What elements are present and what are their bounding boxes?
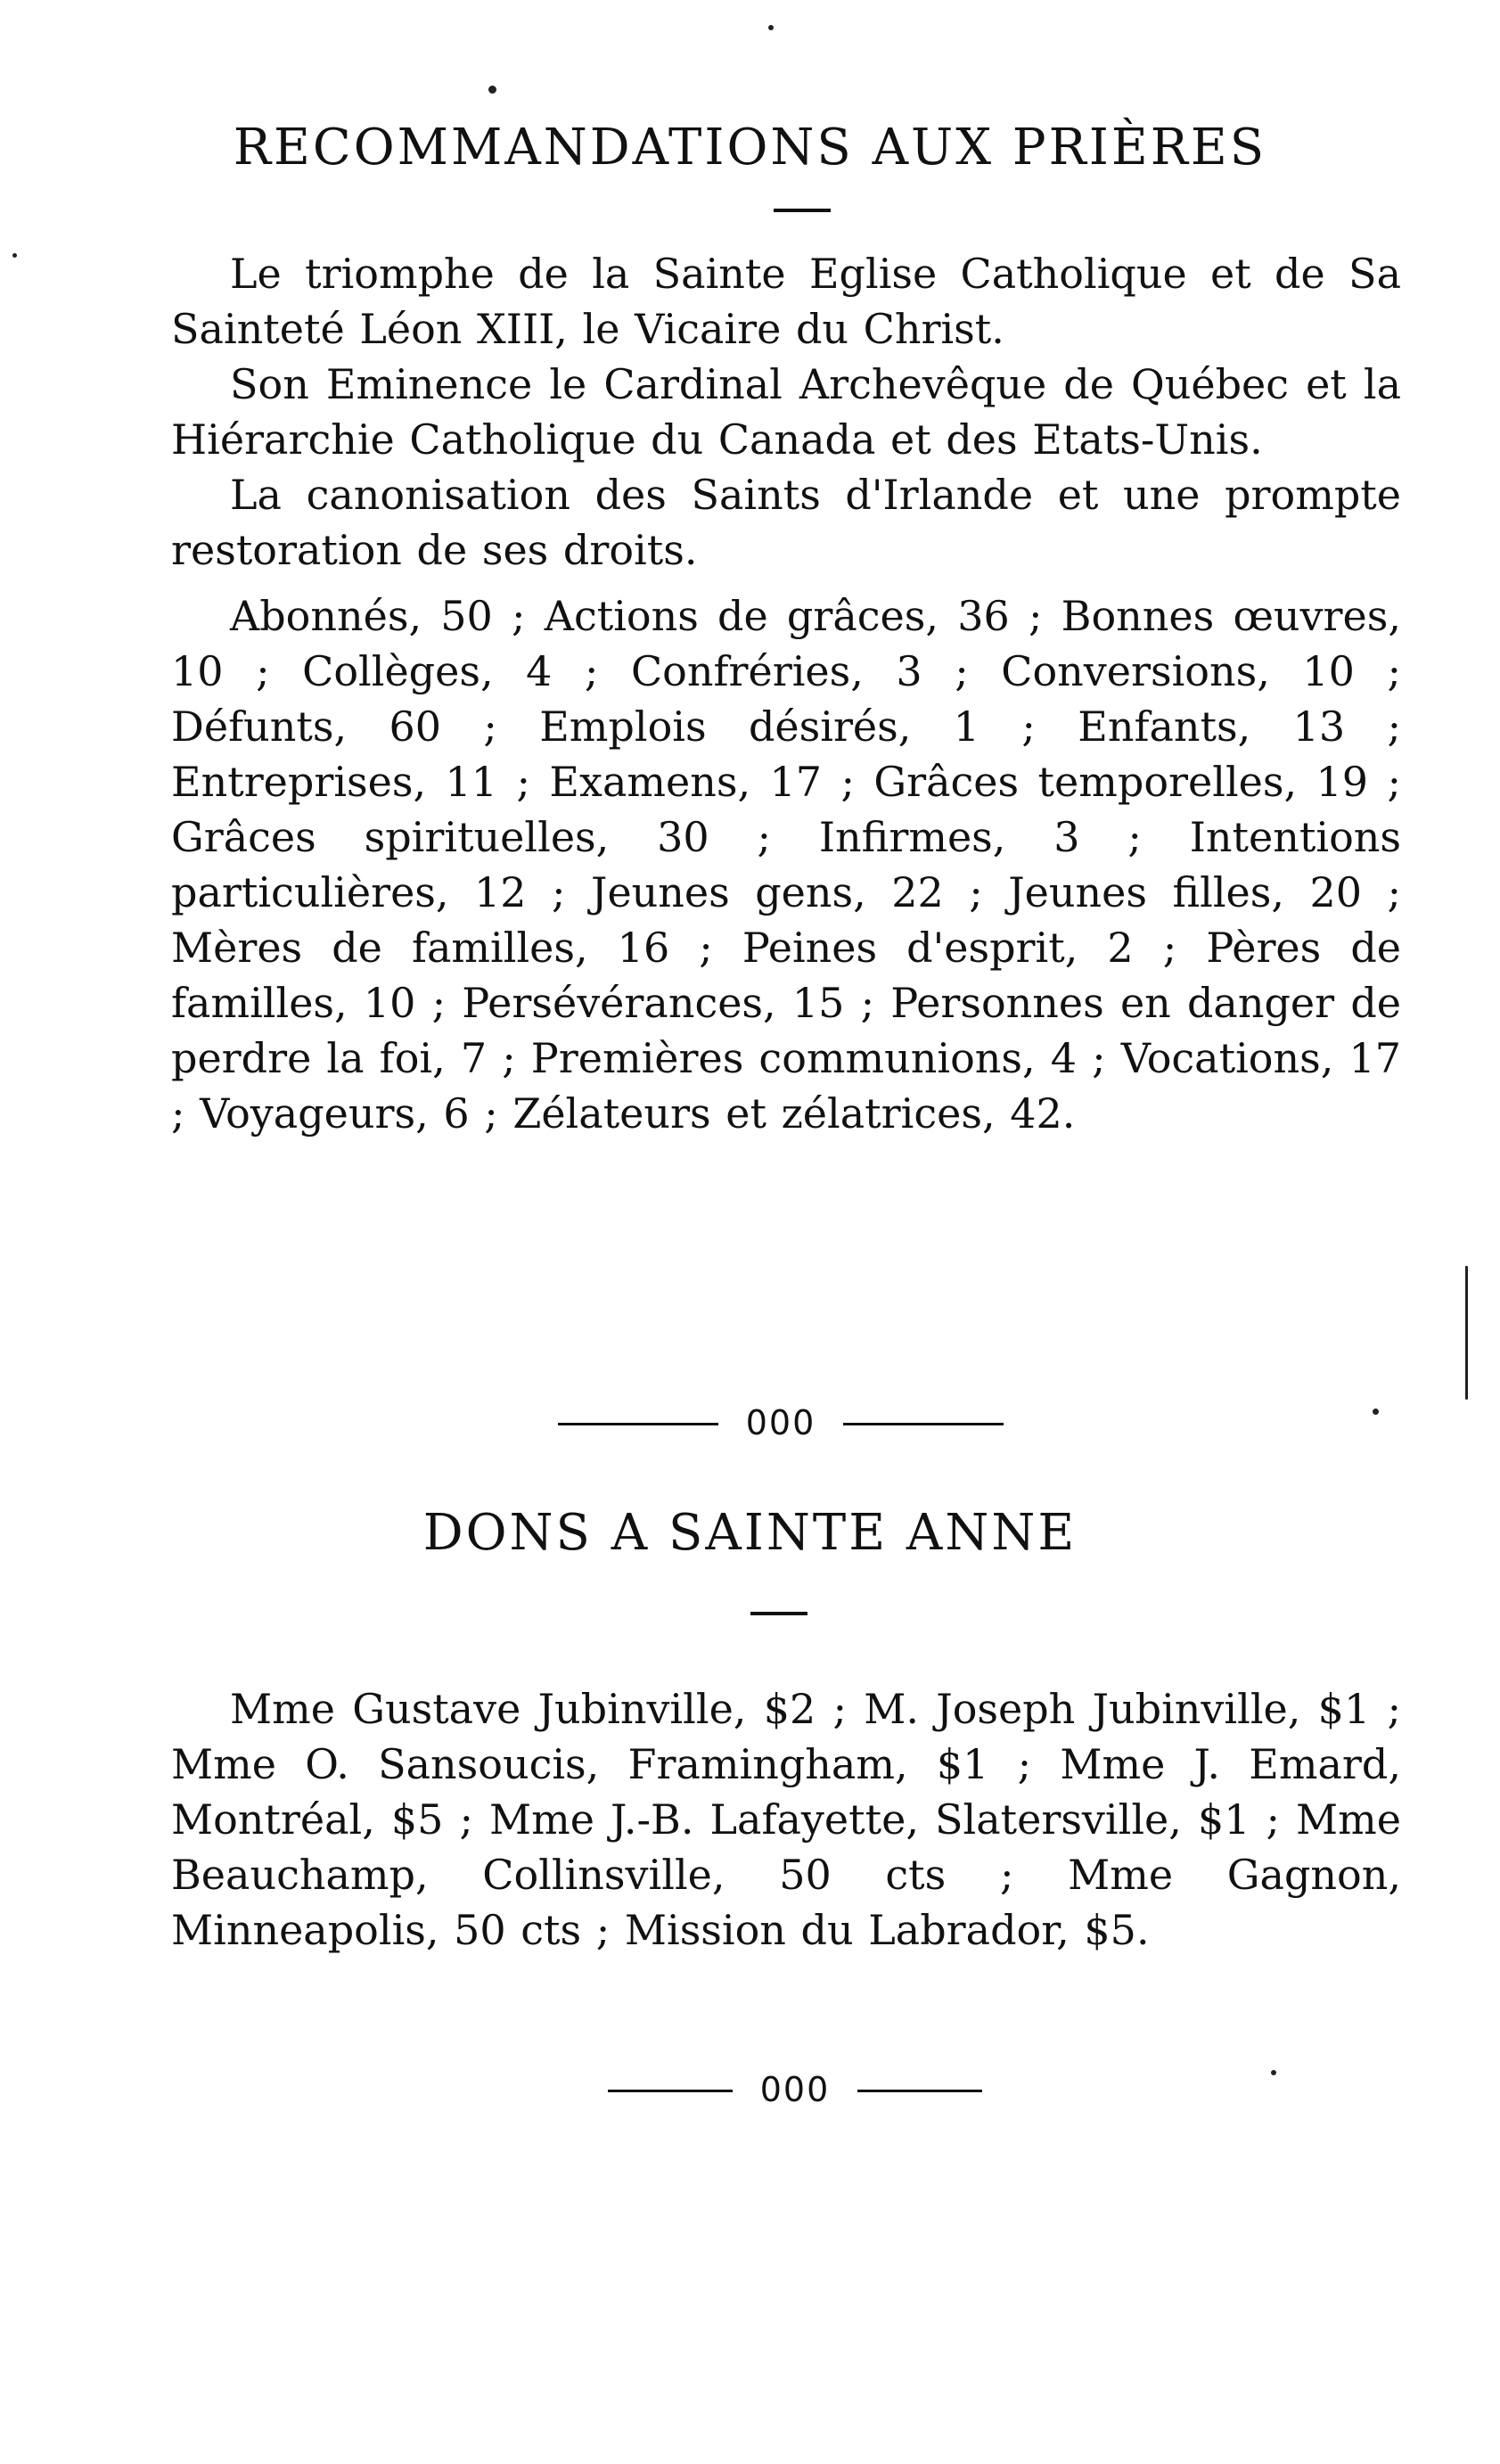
separator-ornament [0, 2072, 1500, 2107]
separator-dash-right [843, 1423, 1004, 1425]
paragraph-donors-list: Mme Gustave Jubinville, $2 ; M. Joseph Jubinville, $1 ; Mme O. Sansoucis, Framingham, $1 ; Mme J. Emard, Montréal, $5 ; Mme J.-B. Lafayette, Slatersville, $1 ; Mme Beauchamp, Collinsville, 50 cts ; Mme Gagnon, Minneapolis, 50 cts ; Mission du Labrador, $5. [171, 1685, 1401, 1954]
section-title-dons: DONS A SAINTE ANNE [422, 1504, 1078, 1562]
paragraph-eminence: Son Eminence le Cardinal Archevêque de Québec et la Hiérarchie Catholique du Canada et des Etats-Unis. [171, 360, 1401, 464]
separator-dash-left [608, 2090, 733, 2092]
print-speck [1271, 2070, 1276, 2075]
print-speck [768, 25, 774, 30]
paragraph-intentions-list: Abonnés, 50 ; Actions de grâces, 36 ; Bonnes œuvres, 10 ; Collèges, 4 ; Confréries, 3 ; Conversions, 10 ; Défunts, 60 ; Emplois désirés, 1 ; Enfants, 13 ; Entreprises, 11 ; Examens, 17 ; Grâces temporelles, 19 ; Grâces spirituelles, 30 ; Infirmes, 3 ; Intentions particulières, 12 ; Jeunes gens, 22 ; Jeunes filles, 20 ; Mères de familles, 16 ; Peines d'esprit, 2 ; Pères de familles, 10 ; Persévérances, 15 ; Personnes en danger de perdre la foi, 7 ; Premières communions, 4 ; Vocations, 17 ; Voyageurs, 6 ; Zélateurs et zélatrices, 42. [171, 592, 1401, 1138]
separator-dash-left [558, 1423, 718, 1425]
separator-dash-right [857, 2090, 982, 2092]
print-speck [488, 86, 496, 94]
print-speck [1373, 1409, 1379, 1415]
separator-ornament [0, 1405, 1500, 1441]
dons-body [171, 1681, 1401, 1958]
separator-label: 000 [745, 1403, 816, 1442]
separator-label: 000 [759, 2070, 831, 2109]
recommandations-body [171, 246, 1401, 1141]
title-underline-rule [774, 209, 831, 212]
margin-mark [1465, 1266, 1468, 1400]
paragraph-canonisation: La canonisation des Saints d'Irlande et une prompte restoration de ses droits. [171, 471, 1401, 574]
paragraph-triomphe: Le triomphe de la Sainte Eglise Catholique et de Sa Sainteté Léon XIII, le Vicaire du Christ. [171, 250, 1401, 353]
section-title-recommandations: RECOMMANDATIONS AUX PRIÈRES [233, 119, 1267, 177]
print-speck [12, 253, 17, 258]
title-underline-rule [750, 1612, 807, 1615]
